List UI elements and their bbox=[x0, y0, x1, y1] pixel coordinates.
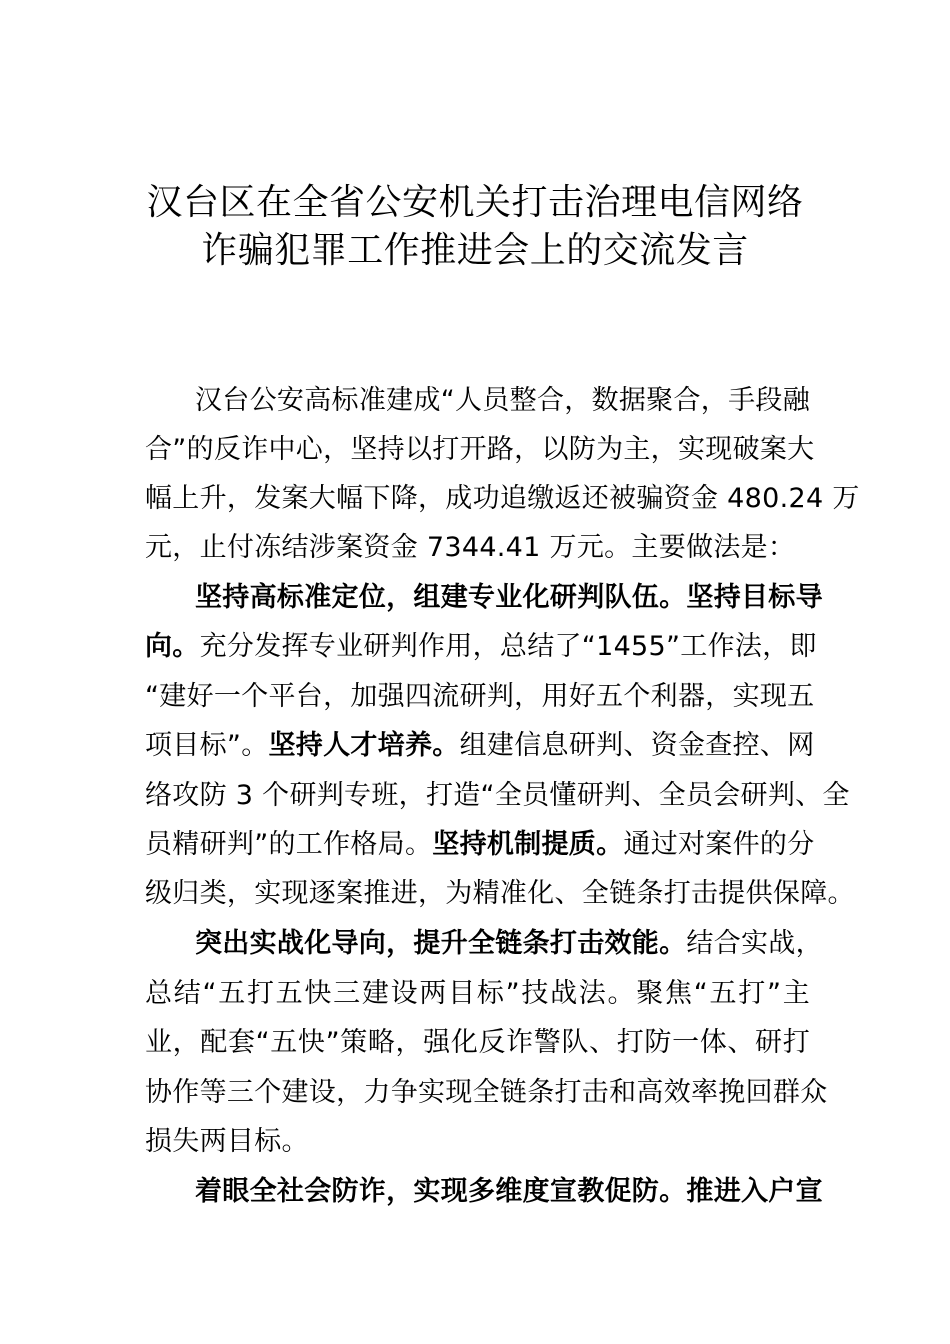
body-text-span: 损失两目标。 bbox=[145, 1126, 309, 1157]
bold-heading-text: 坚持人才培养。 bbox=[268, 730, 460, 761]
body-line bbox=[145, 432, 815, 468]
body-line bbox=[195, 383, 810, 419]
body-line bbox=[145, 481, 860, 517]
document-title-line-2: 诈骗犯罪工作推进会上的交流发言 bbox=[201, 230, 749, 271]
body-line bbox=[145, 629, 817, 665]
body-text-span: 元，止付冻结涉案资金 7344.41 万元。主要做法是： bbox=[145, 532, 796, 563]
bold-heading-text: 着眼全社会防诈，实现多维度宣教促防。推进入户宣 bbox=[195, 1176, 823, 1207]
body-text-span: 络攻防 3 个研判专班，打造“全员懂研判、全员会研判、全 bbox=[145, 780, 850, 811]
body-line bbox=[145, 876, 855, 912]
body-line bbox=[145, 1075, 828, 1111]
body-line bbox=[195, 580, 823, 616]
body-line bbox=[145, 530, 810, 566]
body-text-span: 业，配套“五快”策略，强化反诈警队、打防一体、研打 bbox=[145, 1027, 810, 1058]
body-line bbox=[145, 1025, 810, 1061]
body-line bbox=[145, 1124, 810, 1160]
body-text-span: 幅上升，发案大幅下降，成功追缴返还被骗资金 480.24 万 bbox=[145, 483, 860, 514]
body-line bbox=[145, 728, 815, 764]
bold-heading-text: 突出实战化导向，提升全链条打击效能。 bbox=[195, 928, 687, 959]
body-text-span: 员精研判”的工作格局。 bbox=[145, 829, 433, 860]
body-line bbox=[145, 976, 810, 1012]
body-text-span: 协作等三个建设，力争实现全链条打击和高效率挽回群众 bbox=[145, 1077, 828, 1108]
body-text-span: 充分发挥专业研判作用，总结了“1455”工作法，即 bbox=[199, 631, 817, 662]
body-line bbox=[195, 926, 823, 962]
body-line bbox=[195, 1174, 823, 1210]
bold-heading-text: 坚持高标准定位，组建专业化研判队伍。坚持目标导 bbox=[195, 582, 823, 613]
body-text-span: 合”的反诈中心，坚持以打开路，以防为主，实现破案大 bbox=[145, 434, 815, 465]
body-text-span: 汉台公安高标准建成“人员整合，数据聚合，手段融 bbox=[195, 385, 810, 416]
body-line bbox=[145, 778, 850, 814]
body-line bbox=[145, 827, 815, 863]
bold-heading-text: 坚持机制提质。 bbox=[432, 829, 624, 860]
body-text-span: 组建信息研判、资金查控、网 bbox=[459, 730, 815, 761]
body-line bbox=[145, 679, 815, 715]
body-text-span: 项目标”。 bbox=[145, 730, 269, 761]
body-text-span: 通过对案件的分 bbox=[623, 829, 815, 860]
document-title-line-1: 汉台区在全省公安机关打击治理电信网络 bbox=[146, 182, 804, 223]
body-text-span: 总结“五打五快三建设两目标”技战法。聚焦“五打”主 bbox=[145, 978, 810, 1009]
body-text-span: 级归类，实现逐案推进，为精准化、全链条打击提供保障。 bbox=[145, 878, 855, 909]
body-text-span: “建好一个平台，加强四流研判，用好五个利器，实现五 bbox=[145, 681, 815, 712]
bold-heading-text: 向。 bbox=[145, 631, 200, 662]
body-text-span: 结合实战， bbox=[686, 928, 823, 959]
